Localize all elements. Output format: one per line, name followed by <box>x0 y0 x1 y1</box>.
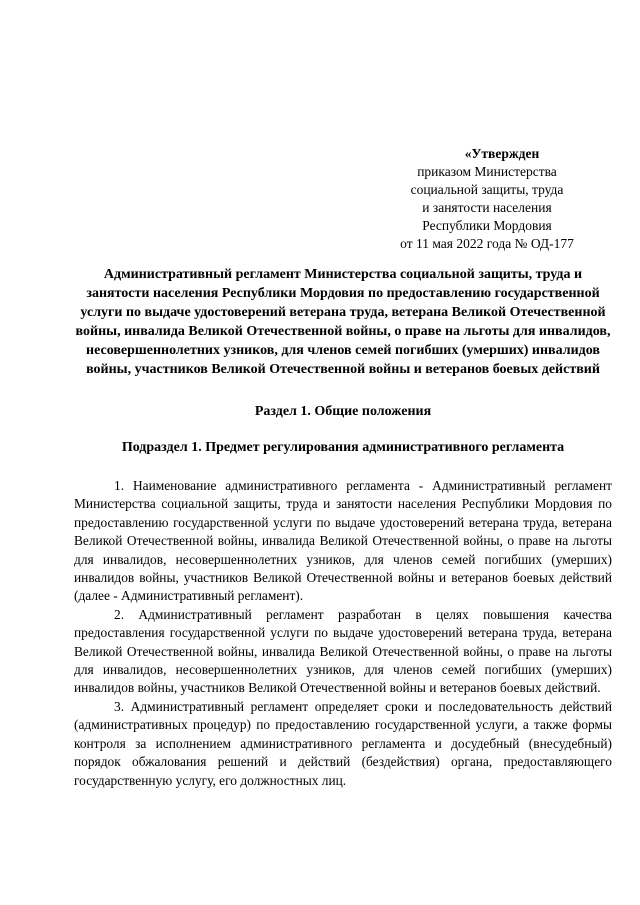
approval-line-5: Республики Мордовия <box>422 218 552 233</box>
approval-stamp <box>372 145 602 253</box>
document-body <box>74 477 612 790</box>
approval-line-4: и занятости населения <box>422 200 552 215</box>
approval-line-2: приказом Министерства <box>417 164 557 179</box>
section-heading: Раздел 1. Общие положения <box>254 404 432 419</box>
document-title: Административный регламент Министерства социальной защиты, труда и занятости населения Республики Мордовия по предоставлению государственной услуги по выдаче удостоверений ветерана труда, ветерана Великой Отечественной войны, инвалида Великой Отечественной войны, о праве на льготы для инвалидов, несовершеннолетних узников, для членов семей погибших (умерших) инвалидов войны, участников Великой Отечественной войны и ветеранов боевых действий <box>75 267 611 377</box>
subsection-heading: Подраздел 1. Предмет регулирования административного регламента <box>121 440 565 455</box>
approval-line-1: «Утвержден <box>464 146 540 161</box>
paragraph-1: 1. Наименование административного регламента - Административный регламент Министерства социальной защиты, труда и занятости населения Республики Мордовия по предоставлению государственной услуги по выдаче удостоверений ветерана труда, ветерана Великой Отечественной войны, инвалида Великой Отечественной войны, о праве на льготы для инвалидов, несовершеннолетних узников, для членов семей погибших (умерших) инвалидов войны, участников Великой Отечественной войны и ветеранов боевых действий (далее - Административный регламент). <box>74 478 612 604</box>
approval-line-3: социальной защиты, труда <box>410 182 564 197</box>
paragraph-2: 2. Административный регламент разработан в целях повышения качества предоставления государственной услуги по выдаче удостоверений ветерана труда, ветерана Великой Отечественной войны, инвалида Великой Отечественной войны, о праве на льготы для инвалидов, несовершеннолетних узников, для членов семей погибших (умерших) инвалидов войны, участников Великой Отечественной войны и ветеранов боевых действий. <box>74 606 612 696</box>
paragraph-3: 3. Административный регламент определяет сроки и последовательность действий (административных процедур) по предоставлению государственной услуги, а также формы контроля за исполнением административного регламента и досудебный (внесудебный) порядок обжалования решений и действий (бездействия) органа, предоставляющего государственную услугу, его должностных лиц. <box>74 698 612 788</box>
approval-line-6: от 11 мая 2022 года № ОД-177 <box>400 236 574 251</box>
